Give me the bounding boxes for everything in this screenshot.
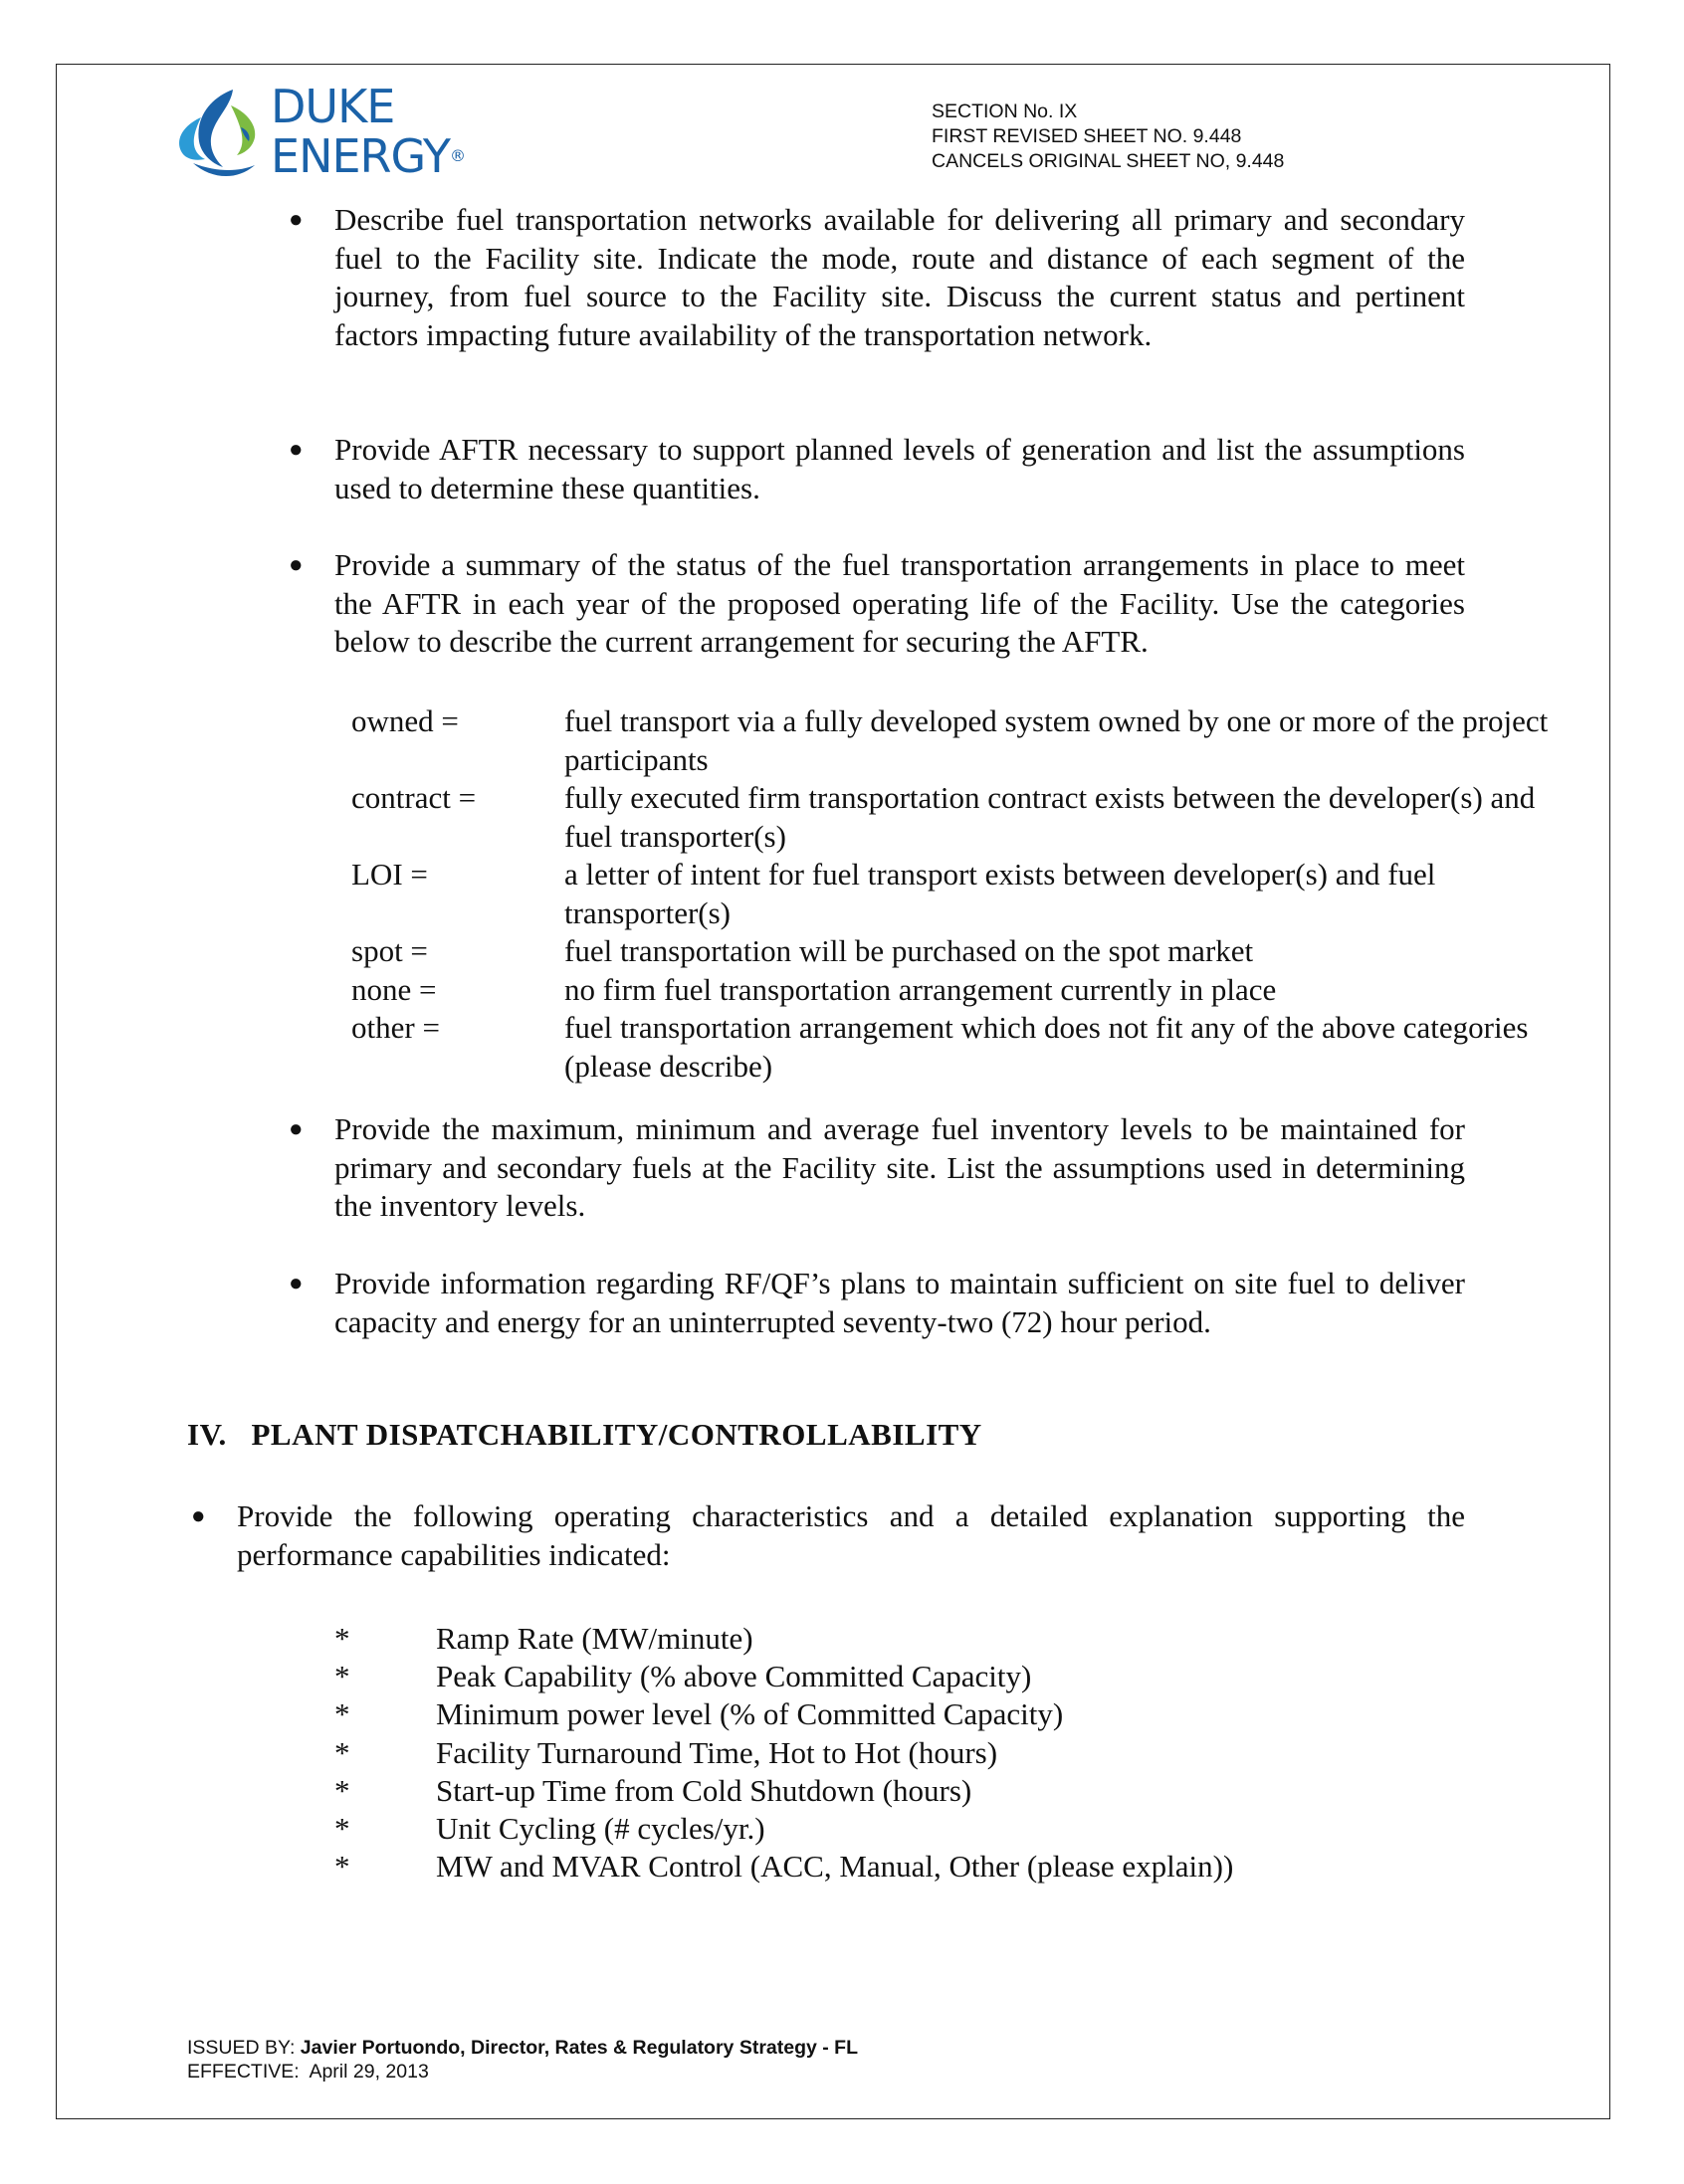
revised-sheet: FIRST REVISED SHEET NO. 9.448 xyxy=(932,125,1242,147)
operating-characteristics-list xyxy=(334,1620,1233,1886)
bullet-dot: ● xyxy=(289,1116,304,1142)
definition-desc: fuel transportation arrangement which does not fit any of the above categories (please describe) xyxy=(564,1010,1529,1084)
bullet-dot: ● xyxy=(289,437,304,463)
effective-date xyxy=(187,2060,858,2084)
bullet-dot: ● xyxy=(289,552,304,578)
definition-desc: fuel transportation will be purchased on the spot market xyxy=(564,933,1254,968)
bullet-fuel-inventory xyxy=(289,1110,1465,1226)
definition-desc: fully executed firm transportation contract exists between the developer(s) and fuel transporter(s) xyxy=(564,780,1536,854)
definition-term: LOI = xyxy=(351,857,428,892)
list-item-text: Peak Capability (% above Committed Capacity) xyxy=(436,1659,1032,1694)
list-item-text: Start-up Time from Cold Shutdown (hours) xyxy=(436,1772,972,1808)
bullet-text: Provide a summary of the status of the fuel transportation arrangements in place to meet the AFTR in each year of the proposed operating life of the Facility. Use the categories below to describe the current arrangement for securing the AFTR. xyxy=(334,547,1465,659)
definition-row xyxy=(351,779,1556,856)
effective-label: EFFECTIVE: xyxy=(187,2061,300,2083)
definition-term: contract = xyxy=(351,780,477,815)
list-item xyxy=(334,1772,1233,1810)
definition-row xyxy=(351,1009,1556,1086)
effective-value: April 29, 2013 xyxy=(309,2061,429,2083)
bullet-text: Describe fuel transportation networks available for delivering all primary and secondary fuel to the Facility site. Indicate the mode, route and distance of each segment of the journey, from fuel source to the Facility site. Discuss the current status and pertinent factors impacting future availability of the transportation network. xyxy=(334,202,1465,352)
bullet-operating-characteristics xyxy=(191,1497,1465,1574)
registered-mark: ® xyxy=(449,146,465,165)
duke-energy-swirl-icon xyxy=(171,84,267,187)
asterisk: * xyxy=(334,1734,350,1770)
issued-by-value: Javier Portuondo, Director, Rates & Regulatory Strategy - FL xyxy=(300,2037,859,2059)
bullet-text: Provide the maximum, minimum and average fuel inventory levels to be maintained for primary and secondary fuels at the Facility site. List the assumptions used in determining the inventory levels. xyxy=(334,1111,1465,1223)
list-item-text: MW and MVAR Control (ACC, Manual, Other (please explain)) xyxy=(436,1849,1234,1885)
logo-line-duke: DUKE xyxy=(271,80,395,133)
asterisk: * xyxy=(334,1659,350,1694)
list-item-text: Ramp Rate (MW/minute) xyxy=(436,1621,753,1656)
section-number: SECTION No. IX xyxy=(932,100,1078,122)
logo-energy-text: ENERGY xyxy=(271,129,450,183)
bullet-text: Provide the following operating characteristics and a detailed explanation supporting the performance capabilities indicated: xyxy=(237,1498,1465,1572)
bullet-dot: ● xyxy=(191,1503,206,1529)
list-item xyxy=(334,1695,1233,1733)
list-item xyxy=(334,1658,1233,1695)
logo-line-energy xyxy=(271,129,465,183)
list-item xyxy=(334,1734,1233,1772)
duke-energy-logo xyxy=(171,80,500,193)
definition-row xyxy=(351,856,1556,932)
definition-row xyxy=(351,702,1556,779)
issued-by-label: ISSUED BY: xyxy=(187,2037,296,2059)
asterisk: * xyxy=(334,1621,350,1656)
definition-desc: no firm fuel transportation arrangement currently in place xyxy=(564,971,1277,1007)
sheet-header xyxy=(932,99,1284,174)
bullet-aftr-necessary xyxy=(289,431,1465,507)
definition-term: other = xyxy=(351,1010,440,1045)
bullet-text: Provide information regarding RF/QF’s plans to maintain sufficient on site fuel to deliver capacity and energy for an uninterrupted seventy-two (72) hour period. xyxy=(334,1266,1465,1339)
cancels-sheet: CANCELS ORIGINAL SHEET NO, 9.448 xyxy=(932,150,1285,172)
list-item xyxy=(334,1620,1233,1658)
list-item-text: Facility Turnaround Time, Hot to Hot (hours) xyxy=(436,1734,998,1770)
bullet-transport-summary xyxy=(289,546,1465,662)
bullet-text: Provide AFTR necessary to support planned levels of generation and list the assumptions used to determine these quantities. xyxy=(334,432,1465,505)
bullet-transport-networks xyxy=(289,201,1465,354)
bullet-onsite-fuel xyxy=(289,1265,1465,1341)
definition-term: owned = xyxy=(351,703,459,738)
bullet-dot: ● xyxy=(289,207,304,233)
asterisk: * xyxy=(334,1849,350,1885)
arrangement-categories xyxy=(351,702,1556,1086)
section-heading: IV. PLANT DISPATCHABILITY/CONTROLLABILITY xyxy=(187,1417,982,1452)
bullet-dot: ● xyxy=(289,1271,304,1296)
list-item xyxy=(334,1848,1233,1886)
sheet-footer xyxy=(187,2036,858,2084)
definition-row xyxy=(351,932,1556,971)
definition-term: none = xyxy=(351,971,437,1007)
issued-by xyxy=(187,2036,858,2060)
list-item-text: Unit Cycling (# cycles/yr.) xyxy=(436,1811,765,1847)
logo-wordmark xyxy=(271,80,465,183)
definition-desc: fuel transport via a fully developed system owned by one or more of the project participants xyxy=(564,703,1549,777)
definition-term: spot = xyxy=(351,933,428,968)
definition-row xyxy=(351,971,1556,1010)
list-item xyxy=(334,1810,1233,1848)
asterisk: * xyxy=(334,1811,350,1847)
asterisk: * xyxy=(334,1696,350,1732)
list-item-text: Minimum power level (% of Committed Capacity) xyxy=(436,1696,1064,1732)
definition-desc: a letter of intent for fuel transport exists between developer(s) and fuel transporter(s) xyxy=(564,857,1436,930)
asterisk: * xyxy=(334,1772,350,1808)
